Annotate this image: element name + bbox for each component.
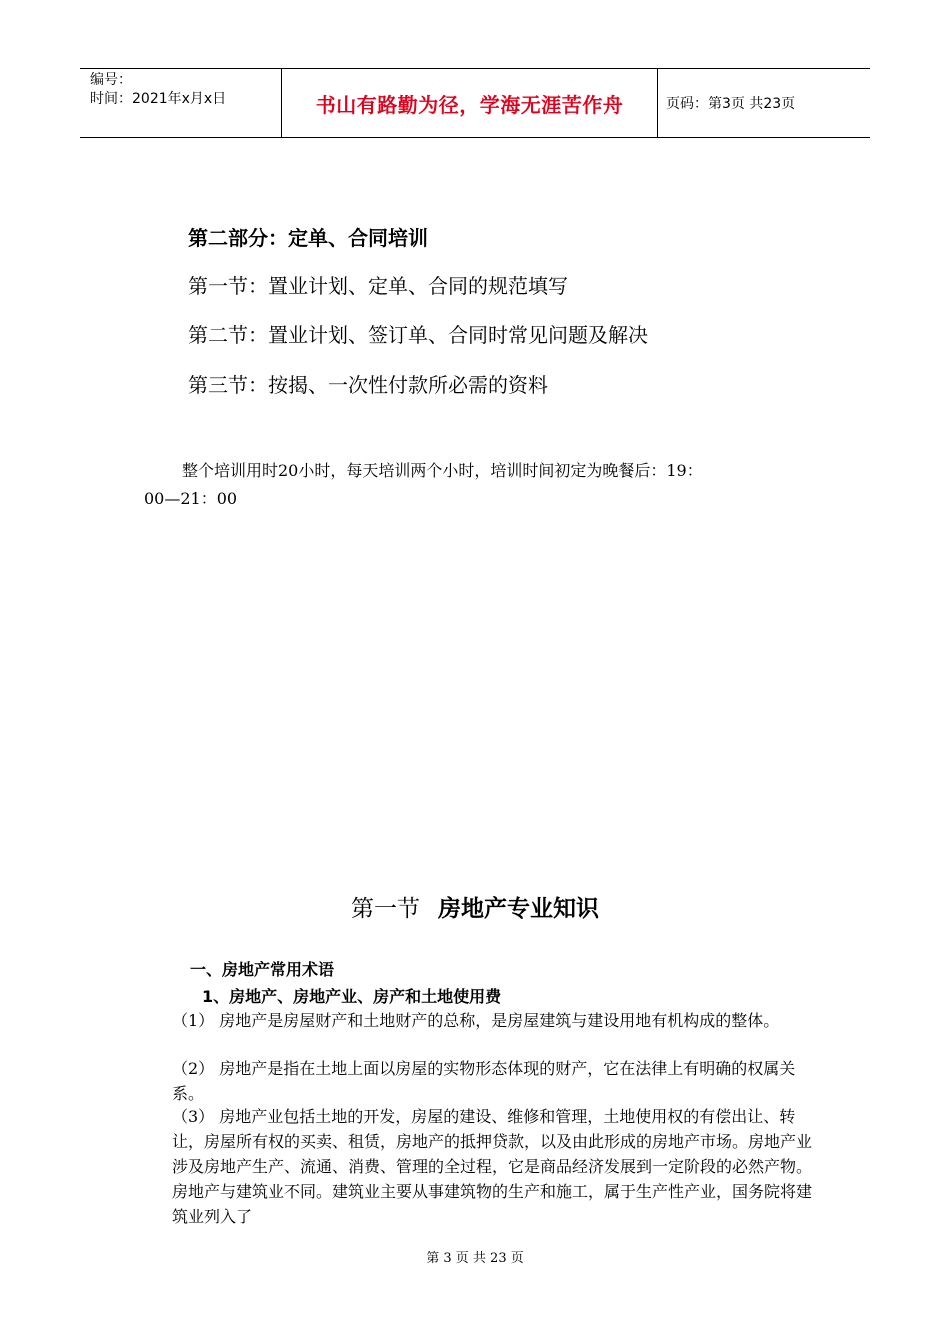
heading-level-1: 一、房地产常用术语: [190, 960, 335, 979]
part-title: 第二部分：定单、合同培训: [188, 226, 428, 250]
header-meta-cell: [80, 69, 282, 137]
section-item-1: 第一节：置业计划、定单、合同的规范填写: [188, 274, 568, 298]
paragraph-2: （2） 房地产是指在土地上面以房屋的实物形态体现的财产，它在法律上有明确的权属关系。: [172, 1059, 796, 1103]
chapter-name: 房地产专业知识: [438, 896, 599, 922]
header-motto: 书山有路勤为径，学海无涯苦作舟: [282, 69, 658, 137]
heading-level-2: 1、房地产、房地产业、房产和土地使用费: [202, 987, 502, 1006]
paragraph-1: （1） 房地产是房屋财产和土地财产的总称，是房屋建筑与建设用地有机构成的整体。: [172, 1011, 780, 1030]
header-page-info: 页码：第3页 共23页: [666, 96, 796, 112]
chapter-prefix: 第一节: [351, 896, 420, 922]
section-item-3: 第三节：按揭、一次性付款所必需的资料: [188, 373, 548, 397]
schedule-line-2: 00—21：00: [144, 489, 238, 508]
header-table: [80, 68, 870, 138]
schedule-line-1: 整个培训用时20小时，每天培训两个小时，培训时间初定为晚餐后：19：: [182, 461, 703, 480]
document-time-label: 时间：2021年x月x日: [90, 91, 227, 107]
chapter-title: [0, 890, 950, 923]
document-number-label: 编号：: [90, 72, 132, 88]
paragraph-3: （3） 房地产业包括土地的开发，房屋的建设、维修和管理，土地使用权的有偿出让、转让，房屋所有权的买卖、租赁，房地产的抵押贷款，以及由此形成的房地产市场。房地产业涉及房地产生产、流通、消费、管理的全过程，它是商品经济发展到一定阶段的必然产物。房地产与建筑业不同。建筑业主要从事建筑物的生产和施工，属于生产性产业，国务院将建筑业列入了: [172, 1107, 813, 1226]
section-item-2: 第二节：置业计划、签订单、合同时常见问题及解决: [188, 323, 648, 347]
page-footer: 第 3 页 共 23 页: [426, 1251, 524, 1266]
